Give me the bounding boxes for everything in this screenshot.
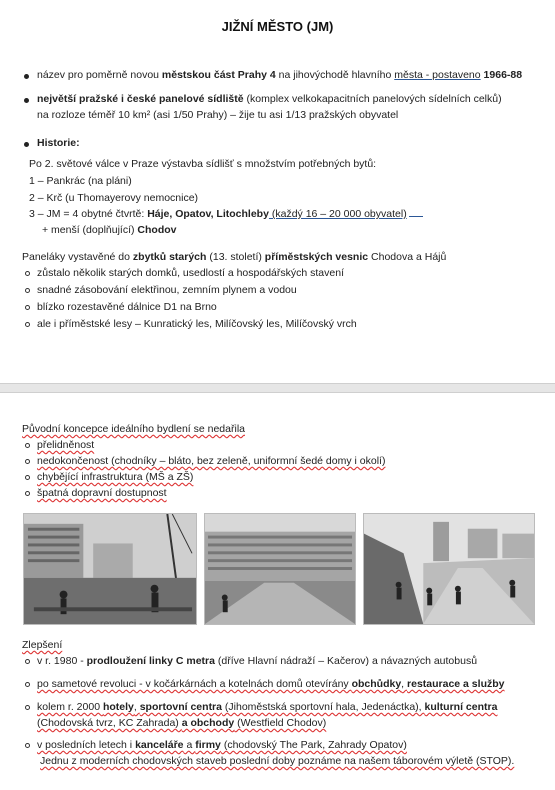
text: (chodovský The Park, Zahrady Opatov) <box>220 739 407 751</box>
bold-text: příměstských vesnic <box>264 251 369 263</box>
document-page-1 <box>0 0 555 383</box>
concept-item: špatná dopravní dostupnost <box>37 487 167 499</box>
document-page-2 <box>0 393 555 790</box>
text: (každý 16 – 20 000 obyvatel) <box>268 208 407 220</box>
panel-blocks-photo <box>204 513 356 625</box>
text: (komplex velkokapacitních panelových sídelních celků) <box>243 93 502 105</box>
bold-text: největší pražské i české panelové sídliště <box>37 93 244 105</box>
bullet-name-info <box>37 68 522 82</box>
text: v posledních letech i <box>37 739 136 751</box>
underline-mark <box>409 216 423 217</box>
text: (13. století) <box>206 251 265 263</box>
concept-heading: Původní koncepce ideálního bydlení se nedařila <box>22 423 245 435</box>
concept-item: nedokončenost (chodníky – bláto, bez zeleně, uniformní šedé domy i okolí) <box>37 455 386 467</box>
text: 3 – JM = 4 obytné čtvrtě: <box>29 208 148 220</box>
circle-bullet <box>25 659 30 664</box>
text: a <box>183 739 196 751</box>
muddy-street-image <box>364 514 534 624</box>
panels-item: ale i příměstské lesy – Kunratický les, Milíčovský les, Milíčovský vrch <box>37 318 357 330</box>
improvement-metro <box>37 654 477 668</box>
bullet-dot <box>24 98 29 103</box>
panels-item: blízko rozestavěné dálnice D1 na Brno <box>37 301 217 313</box>
text: (Westfield Chodov) <box>234 717 327 729</box>
text: kolem r. 2000 <box>37 701 103 713</box>
page-break <box>0 383 555 393</box>
concept-item: chybějící infrastruktura (MŠ a ZŠ) <box>37 471 194 483</box>
bullet-largest-estate <box>37 92 502 106</box>
bold-text: 1966-88 <box>483 69 523 81</box>
text: název pro poměrně novou <box>37 69 162 81</box>
circle-bullet <box>25 705 30 710</box>
panels-item: zůstalo několik starých domků, usedlostí a hospodářských stavení <box>37 267 344 279</box>
bold-text: obchůdky <box>351 678 402 690</box>
text: + menší (doplňující) <box>42 224 138 236</box>
history-intro: Po 2. světové válce v Praze výstavba sídlišť s množstvím potřebných bytů: <box>29 158 377 170</box>
circle-bullet <box>25 475 30 480</box>
bullet-dot <box>24 74 29 79</box>
text: v r. 1980 - <box>37 655 87 667</box>
text: na jihovýchodě hlavního <box>275 69 395 81</box>
bold-text: Háje, Opatov, Litochleby <box>147 208 269 220</box>
improvement-heading: Zlepšení <box>22 639 63 651</box>
bold-text: Chodov <box>137 224 177 236</box>
circle-bullet <box>25 491 30 496</box>
improvement-recent <box>37 738 407 752</box>
history-item-2: 2 – Krč (u Thomayerovy nemocnice) <box>29 192 199 204</box>
circle-bullet <box>25 459 30 464</box>
text: (dříve Hlavní nádraží – Kačerov) a návazných autobusů <box>214 655 478 667</box>
circle-bullet <box>25 288 30 293</box>
concept-item: přelidněnost <box>37 439 95 451</box>
bullet-largest-estate-line2: na rozloze téměř 10 km² (asi 1/50 Prahy) – žije tu asi 1/13 pražských obyvatel <box>37 109 399 121</box>
improvement-2000 <box>37 700 497 714</box>
bold-text: a obchody <box>181 717 235 729</box>
construction-site-photo <box>23 513 197 625</box>
text: Chodova a Hájů <box>368 251 447 263</box>
bold-text: restaurace a služby <box>407 678 505 690</box>
text: , <box>401 678 408 690</box>
bold-text: sportovní centra <box>139 701 222 713</box>
history-item-4 <box>42 223 177 237</box>
bold-text: hotely <box>102 701 134 713</box>
text: Paneláky vystavěné do <box>22 251 133 263</box>
bold-text: městskou část Prahy 4 <box>161 69 276 81</box>
improvement-revolution <box>37 677 504 691</box>
circle-bullet <box>25 322 30 327</box>
bold-text: kanceláře <box>135 739 184 751</box>
underlined-text: města - postaveno <box>394 69 481 81</box>
bold-text: zbytků starých <box>132 251 207 263</box>
text: (Chodovská tvrz, KC Zahrada) <box>37 717 182 729</box>
circle-bullet <box>25 743 30 748</box>
text: po sametové revoluci - v kočárkárnách a kotelnách domů otevírány <box>37 678 352 690</box>
panel-blocks-image <box>205 514 355 624</box>
panels-item: snadné zásobování elektřinou, zemním plynem a vodou <box>37 284 297 296</box>
circle-bullet <box>25 305 30 310</box>
improvement-2000-line2 <box>37 716 326 730</box>
history-heading: Historie: <box>37 137 80 149</box>
bullet-dot <box>24 142 29 147</box>
bold-text: prodloužení linky C metra <box>86 655 215 667</box>
history-item-3 <box>29 207 423 221</box>
history-item-1: 1 – Pankrác (na pláni) <box>29 175 132 187</box>
circle-bullet <box>25 271 30 276</box>
construction-site-image <box>24 514 196 624</box>
panels-paragraph <box>22 250 446 264</box>
circle-bullet <box>25 682 30 687</box>
page-title: JIŽNÍ MĚSTO (JM) <box>221 19 334 34</box>
circle-bullet <box>25 443 30 448</box>
text: (Jihoměstská sportovní hala, Jedenáctka), <box>222 701 425 713</box>
bold-text: kulturní centra <box>424 701 498 713</box>
bold-text: firmy <box>195 739 221 751</box>
muddy-street-photo <box>363 513 535 625</box>
improvement-recent-line2: Jednu z moderních chodovských staveb poslední doby poznáme na našem táborovém výletě (STOP). <box>40 755 515 767</box>
text: , <box>133 701 140 713</box>
